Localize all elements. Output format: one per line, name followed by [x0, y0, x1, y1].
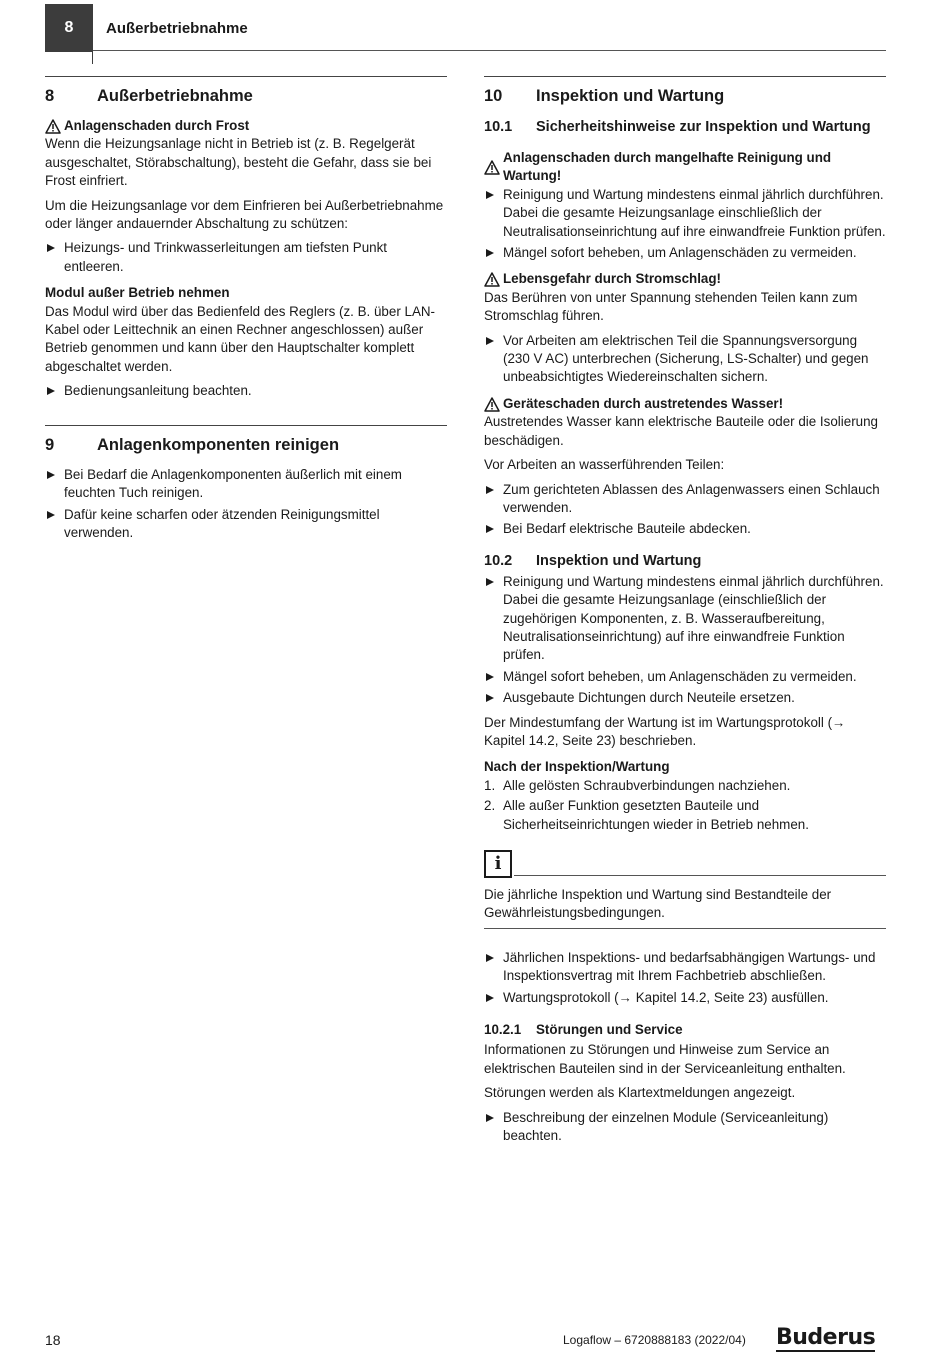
- step-item: Beschreibung der einzelnen Module (Serviceanleitung) beachten.: [484, 1109, 886, 1146]
- step-item: Ausgebaute Dichtungen durch Neuteile ersetzen.: [484, 689, 886, 707]
- arrow-bullet-icon: [486, 994, 494, 1002]
- step-list: [484, 186, 886, 263]
- step-list: [484, 573, 886, 708]
- subheading: Nach der Inspektion/Wartung: [484, 759, 670, 775]
- step-item: Zum gerichteten Ablassen des Anlagenwassers einen Schlauch verwenden.: [484, 481, 886, 518]
- arrow-bullet-icon: [47, 471, 55, 479]
- warning-triangle-icon: [484, 160, 500, 175]
- info-icon: i: [484, 850, 512, 878]
- step-item: Dafür keine scharfen oder ätzenden Reinigungsmittel verwenden.: [45, 506, 447, 543]
- arrow-bullet-icon: [486, 1114, 494, 1122]
- warning-triangle-icon: [484, 272, 500, 287]
- section-heading: 10 Inspektion und Wartung: [484, 87, 725, 105]
- step-item: Mängel sofort beheben, um Anlagenschäden zu vermeiden.: [484, 244, 886, 262]
- subsection-heading: 10.2 Inspektion und Wartung: [484, 552, 702, 569]
- step-item: Bedienungsanleitung beachten.: [45, 382, 447, 400]
- section-heading: 8 Außerbetriebnahme: [45, 87, 253, 105]
- arrow-bullet-icon: [47, 511, 55, 519]
- arrow-bullet-icon: [47, 387, 55, 395]
- step-item: Bei Bedarf elektrische Bauteile abdecken.: [484, 520, 886, 538]
- info-box: [484, 850, 886, 929]
- paragraph: Störungen werden als Klartextmeldungen angezeigt.: [484, 1085, 796, 1101]
- section-heading: 9 Anlagenkomponenten reinigen: [45, 435, 340, 454]
- subsection-heading: 10.1 Sicherheitshinweise zur Inspektion und Wartung: [484, 119, 871, 135]
- subheading: Modul außer Betrieb nehmen: [45, 285, 230, 301]
- warning-heading: Lebensgefahr durch Stromschlag!: [484, 270, 886, 288]
- arrow-bullet-icon: [486, 191, 494, 199]
- step-item: Mängel sofort beheben, um Anlagenschäden zu vermeiden.: [484, 668, 886, 686]
- buderus-logo: Buderus: [776, 1325, 876, 1350]
- page-number: 18: [45, 1332, 61, 1348]
- step-item: Heizungs- und Trinkwasserleitungen am tiefsten Punkt entleeren.: [45, 239, 447, 276]
- step-item: Vor Arbeiten am elektrischen Teil die Spannungsversorgung (230 V AC) unterbrechen (Sicherung, LS-Schalter) und gegen unbeabsichtigtes Wiedereinschalten sichern.: [484, 332, 886, 387]
- step-list: [484, 949, 886, 1007]
- step-item: Bei Bedarf die Anlagenkomponenten äußerlich mit einem feuchten Tuch reinigen.: [45, 466, 447, 503]
- numbered-list: [484, 777, 886, 834]
- arrow-bullet-icon: [486, 673, 494, 681]
- chapter-tab: 8: [45, 4, 93, 52]
- right-column: [484, 76, 886, 1151]
- warning-triangle-icon: [45, 119, 61, 134]
- arrow-bullet-icon: [486, 578, 494, 586]
- step-item: Reinigung und Wartung mindestens einmal jährlich durchführen. Dabei die gesamte Heizungsanlage (einschließlich der zugehörigen Komponenten, z. B. Wasseraufbereitung, Neutralisationseinrichtung) auf ihre einwandfreie Funktion prüfen.: [484, 573, 886, 665]
- arrow-bullet-icon: [486, 486, 494, 494]
- arrow-bullet-icon: [47, 244, 55, 252]
- step-list: [484, 481, 886, 539]
- arrow-bullet-icon: [486, 954, 494, 962]
- arrow-bullet-icon: [486, 337, 494, 345]
- numbered-item: 1. Alle gelösten Schraubverbindungen nachziehen.: [484, 777, 791, 793]
- document-reference: Logaflow – 6720888183 (2022/04): [563, 1333, 746, 1347]
- warning-heading: Geräteschaden durch austretendes Wasser!: [484, 395, 886, 413]
- header-rule: [93, 50, 886, 51]
- step-item: Reinigung und Wartung mindestens einmal jährlich durchführen. Dabei die gesamte Heizungsanlage einschließlich der Neutralisationseinrichtung auf ihre einwandfreie Funktion prüfen.: [484, 186, 886, 241]
- step-list: [484, 1109, 886, 1146]
- paragraph: Der Mindestumfang der Wartung ist im Wartungsprotokoll (→ Kapitel 14.2, Seite 23) beschrieben.: [484, 714, 846, 748]
- warning-text: Austretendes Wasser kann elektrische Bauteile oder die Isolierung beschädigen.: [484, 414, 878, 448]
- section-10: [484, 76, 886, 107]
- paragraph: Um die Heizungsanlage vor dem Einfrieren bei Außerbetriebnahme oder länger andauernder Abschaltung zu schützen:: [45, 197, 444, 232]
- paragraph: Das Modul wird über das Bedienfeld des Reglers (z. B. über LAN-Kabel oder Leittechnik an einen Rechner angeschlossen) außer Betrieb genommen und kann über den Hauptschalter komplett abgeschaltet werden.: [45, 303, 436, 374]
- section-9: [45, 425, 447, 456]
- paragraph: Informationen zu Störungen und Hinweise zum Service an elektrischen Bauteilen sind in der Serviceanleitung enthalten.: [484, 1042, 846, 1076]
- warning-triangle-icon: [484, 397, 500, 412]
- arrow-bullet-icon: [486, 694, 494, 702]
- step-item: Jährlichen Inspektions- und bedarfsabhängigen Wartungs- und Inspektionsvertrag mit Ihrem Fachbetrieb abschließen.: [484, 949, 886, 986]
- arrow-bullet-icon: [486, 525, 494, 533]
- paragraph: Vor Arbeiten an wasserführenden Teilen:: [484, 457, 725, 473]
- step-list: [484, 332, 886, 387]
- numbered-item: 2. Alle außer Funktion gesetzten Bauteile und Sicherheitseinrichtungen wieder in Betrieb nehmen.: [484, 798, 809, 832]
- section-8: [45, 76, 447, 107]
- subsubsection-heading: 10.2.1 Störungen und Service: [484, 1022, 683, 1038]
- step-list: [45, 466, 447, 543]
- step-list: [45, 239, 447, 276]
- warning-heading: Anlagenschaden durch mangelhafte Reinigung und Wartung!: [484, 149, 886, 186]
- warning-heading: Anlagenschaden durch Frost: [45, 117, 447, 135]
- warning-text: Wenn die Heizungsanlage nicht in Betrieb ist (z. B. Regelgerät ausgeschaltet, Störabschaltung), besteht die Gefahr, dass sie bei Frost einfriert.: [45, 136, 432, 189]
- step-list: [45, 382, 447, 400]
- info-rule: [514, 875, 886, 876]
- left-column: [45, 76, 447, 548]
- info-text: Die jährliche Inspektion und Wartung sind Bestandteile der Gewährleistungsbedingungen.: [484, 886, 886, 929]
- running-header-title: Außerbetriebnahme: [106, 20, 248, 37]
- arrow-bullet-icon: [486, 249, 494, 257]
- warning-text: Das Berühren von unter Spannung stehenden Teilen kann zum Stromschlag führen.: [484, 289, 858, 324]
- step-item: Wartungsprotokoll (→ Kapitel 14.2, Seite 23) ausfüllen.: [484, 989, 886, 1007]
